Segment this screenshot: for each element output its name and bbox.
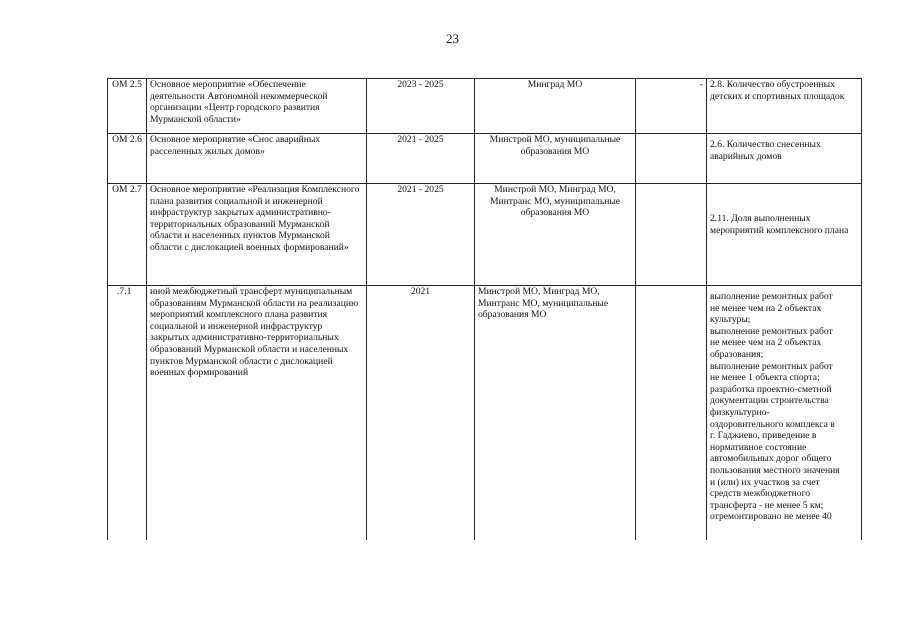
indicator-line: выполнение ремонтных работ [710, 325, 833, 337]
row-executor: Минград МО [475, 79, 636, 134]
row-budget [636, 134, 707, 184]
row-activity-name: Основное мероприятие «Обеспечение деятельности Автономной некоммерческой организации «Центр городского развития Мурманской области» [147, 79, 367, 134]
row-code: ОМ 2.5 [108, 79, 147, 134]
row-years: 2021 - 2025 [367, 184, 475, 286]
row-years: 2021 [367, 286, 475, 540]
row-budget [636, 286, 707, 540]
indicator-line: не менее 1 объекта спорта; [710, 372, 820, 384]
page-number: 23 [446, 31, 459, 46]
indicator-line: выполнение ремонтных работ [710, 360, 833, 372]
indicator-line: оздоровительного комплекса в [710, 418, 835, 430]
indicator-line: образования; [710, 348, 764, 360]
indicator-line: выполнение ремонтных работ [710, 291, 833, 302]
row-code: .7.1 [108, 286, 147, 540]
row-budget [636, 184, 707, 286]
indicator-line: культуры; [710, 314, 751, 326]
indicator-line: г. Гаджиево, приведение в [710, 430, 817, 442]
row-indicator: 2.6. Количество снесенных аварийных домов [707, 134, 862, 184]
row-executor: Минстрой МО, Минград МО, Минтранс МО, муниципальные образования МО [475, 184, 636, 286]
indicator-line: не менее чем на 2 объектах [710, 302, 822, 314]
row-budget: - [636, 79, 707, 134]
row-indicator: 2.11. Доля выполненных мероприятий комплексного плана [707, 184, 862, 286]
program-activities-table [107, 78, 862, 540]
row-executor: Минстрой МО, Минград МО, Минтранс МО, муниципальные образования МО [475, 286, 636, 540]
indicator-line: нормативное состояние [710, 441, 807, 453]
row-code: ОМ 2.7 [108, 184, 147, 286]
row-years: 2023 - 2025 [367, 79, 475, 134]
indicator-line: физкультурно- [710, 406, 770, 418]
table-row [108, 79, 862, 134]
row-code: ОМ 2.6 [108, 134, 147, 184]
row-executor: Минстрой МО, муниципальные образования МО [475, 134, 636, 184]
indicator-line: отремонтировано не менее 40 [710, 511, 832, 523]
row-activity-name: Основное мероприятие «Реализация Комплексного плана развития социальной и инженерной инфраструктур закрытых административно-территориальных образований Мурманской области и населенных пунктов Мурманской области с дислокацией военных формирований» [147, 184, 367, 286]
indicator-line: документации строительства [710, 395, 829, 407]
indicator-line: средств межбюджетного [710, 488, 811, 500]
row-indicator [707, 286, 862, 540]
indicator-line: не менее чем на 2 объектах [710, 337, 822, 349]
indicator-line: разработка проектно-сметной [710, 383, 832, 395]
table-row [108, 134, 862, 184]
table-row [108, 184, 862, 286]
indicator-line: трансферта - не менее 5 км; [710, 499, 824, 511]
row-indicator: 2.8. Количество обустроенных детских и спортивных площадок [707, 79, 862, 134]
indicator-line: автомобильных дорог общего [710, 453, 832, 465]
indicator-line: пользования местного значения [710, 464, 840, 476]
row-activity-name: иной межбюджетный трансферт муниципальным образованиям Мурманской области на реализацию мероприятий комплексного плана развития социальной и инженерной инфраструктур закрытых административно-территориальных образований Мурманской области и населенных пунктов Мурманской области с дислокацией военных формирований [147, 286, 367, 540]
table-row [108, 286, 862, 540]
row-activity-name: Основное мероприятие «Снос аварийных расселенных жилых домов» [147, 134, 367, 184]
indicator-line: и (или) их участков за счет [710, 476, 820, 488]
row-years: 2021 - 2025 [367, 134, 475, 184]
